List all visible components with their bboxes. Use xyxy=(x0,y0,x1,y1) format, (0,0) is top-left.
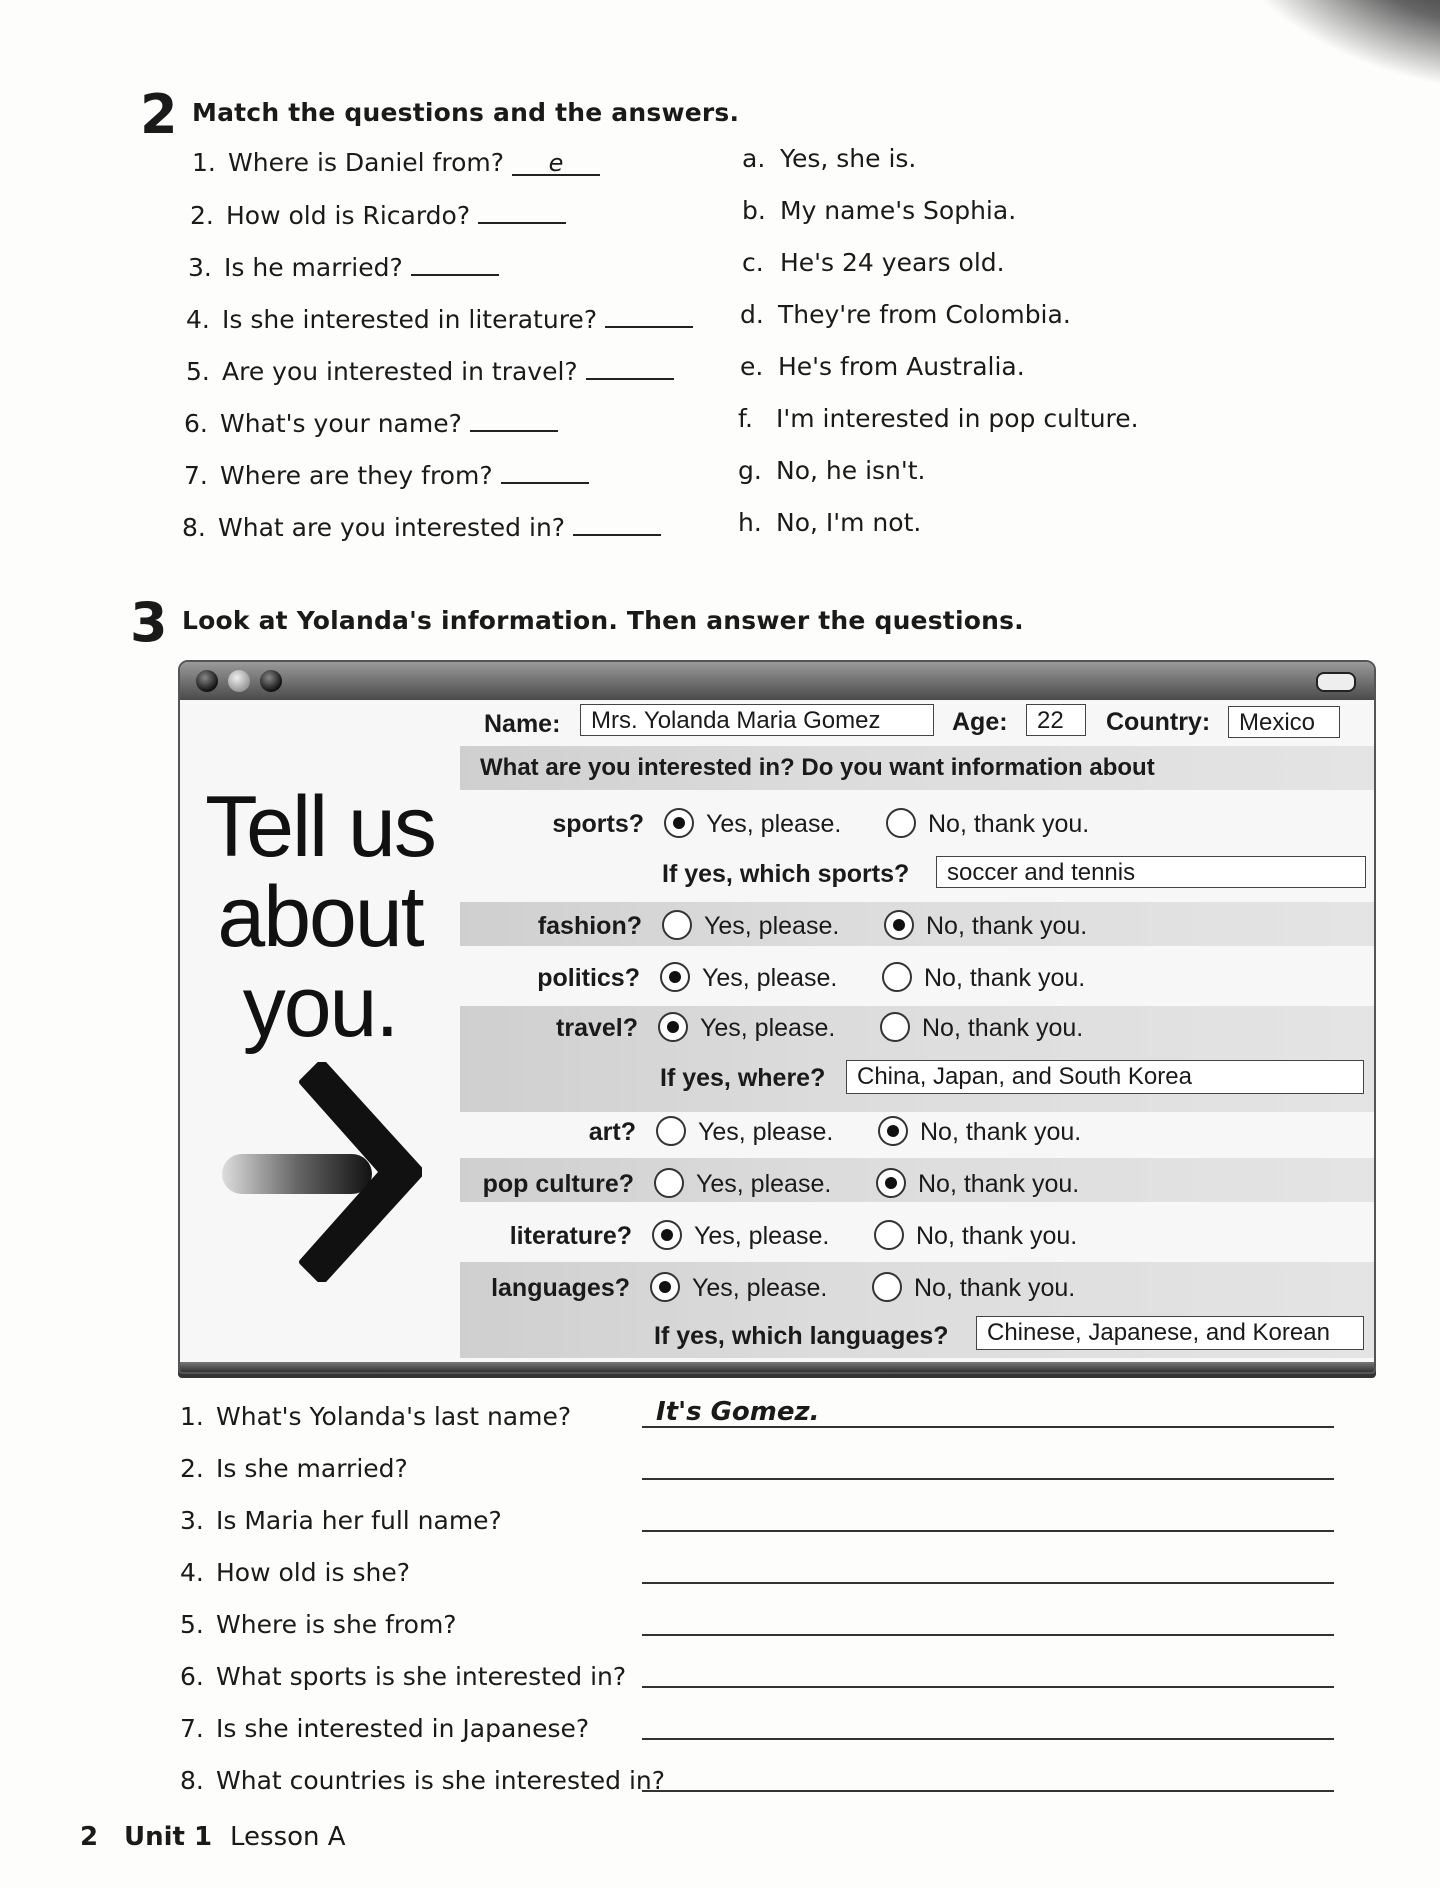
topic-label: politics? xyxy=(537,964,640,992)
age-field[interactable]: 22 xyxy=(1026,704,1086,736)
comprehension-question: 8. What countries is she interested in? xyxy=(180,1766,666,1795)
answer-blank[interactable] xyxy=(586,356,674,380)
sports-no-radio[interactable] xyxy=(886,808,916,838)
topic-label: travel? xyxy=(556,1014,638,1042)
comprehension-question: 7. Is she interested in Japanese? xyxy=(180,1714,590,1743)
match-question: 4. Is she interested in literature? xyxy=(186,304,693,334)
interest-heading: What are you interested in? Do you want information about xyxy=(480,754,1155,781)
sports-field[interactable]: soccer and tennis xyxy=(936,856,1366,888)
sports-yes-radio[interactable] xyxy=(664,808,694,838)
exercise-3-title: Look at Yolanda's information. Then answer the questions. xyxy=(182,606,1024,635)
comprehension-question: 4. How old is she? xyxy=(180,1558,410,1587)
yes-label: Yes, please. xyxy=(706,810,842,838)
answer-line[interactable] xyxy=(642,1502,1334,1532)
no-label: No, thank you. xyxy=(922,1014,1084,1042)
travel-yes-radio[interactable] xyxy=(658,1012,688,1042)
answer-blank[interactable]: e xyxy=(512,152,600,176)
tell-us-heading: Tell us about you. xyxy=(205,779,435,1055)
sports-question-label: If yes, which sports? xyxy=(662,860,910,888)
languages-field[interactable]: Chinese, Japanese, and Korean xyxy=(976,1316,1364,1350)
window-bottombar xyxy=(180,1362,1374,1372)
comprehension-question: 5. Where is she from? xyxy=(180,1610,457,1639)
no-label: No, thank you. xyxy=(928,810,1090,838)
fashion-no-radio[interactable] xyxy=(884,910,914,940)
answer-blank[interactable] xyxy=(573,512,661,536)
toolbar-toggle-icon[interactable] xyxy=(1316,672,1356,692)
arrow-right-icon xyxy=(222,1062,422,1282)
answer-line[interactable] xyxy=(642,1710,1334,1740)
yes-label: Yes, please. xyxy=(702,964,838,992)
match-question: 7. Where are they from? xyxy=(184,460,589,490)
name-label: Name: xyxy=(484,710,561,738)
no-label: No, thank you. xyxy=(916,1222,1078,1250)
art-no-radio[interactable] xyxy=(878,1116,908,1146)
match-answer: g. No, he isn't. xyxy=(738,456,926,485)
zoom-dot-icon[interactable] xyxy=(260,670,282,692)
politics-no-radio[interactable] xyxy=(882,962,912,992)
answer-line[interactable] xyxy=(642,1450,1334,1480)
yes-label: Yes, please. xyxy=(694,1222,830,1250)
match-answer: e. He's from Australia. xyxy=(740,352,1025,381)
yes-label: Yes, please. xyxy=(692,1274,828,1302)
pop-culture-yes-radio[interactable] xyxy=(654,1168,684,1198)
languages-yes-radio[interactable] xyxy=(650,1272,680,1302)
fashion-yes-radio[interactable] xyxy=(662,910,692,940)
no-label: No, thank you. xyxy=(918,1170,1080,1198)
languages-question-label: If yes, which languages? xyxy=(654,1322,949,1350)
exercise-2-title: Match the questions and the answers. xyxy=(192,98,740,127)
literature-yes-radio[interactable] xyxy=(652,1220,682,1250)
window-titlebar xyxy=(180,662,1374,700)
match-answer: c. He's 24 years old. xyxy=(742,248,1005,277)
answer-line[interactable] xyxy=(642,1762,1334,1792)
topic-label: sports? xyxy=(552,810,644,838)
topic-label: languages? xyxy=(491,1274,630,1302)
answer-line[interactable] xyxy=(642,1606,1334,1636)
match-question: 1. Where is Daniel from? e xyxy=(192,148,600,177)
minimize-dot-icon[interactable] xyxy=(228,670,250,692)
politics-yes-radio[interactable] xyxy=(660,962,690,992)
topic-label: literature? xyxy=(509,1222,632,1250)
answer-line[interactable] xyxy=(642,1658,1334,1688)
answer-blank[interactable] xyxy=(411,252,499,276)
country-label: Country: xyxy=(1106,708,1211,736)
answer-blank[interactable] xyxy=(501,460,589,484)
match-answer: f. I'm interested in pop culture. xyxy=(738,404,1139,433)
pop-culture-no-radio[interactable] xyxy=(876,1168,906,1198)
travel-question-label: If yes, where? xyxy=(660,1064,826,1092)
match-question: 3. Is he married? xyxy=(188,252,499,282)
topic-label: fashion? xyxy=(537,912,642,940)
comprehension-question: 3. Is Maria her full name? xyxy=(180,1506,502,1535)
art-yes-radio[interactable] xyxy=(656,1116,686,1146)
name-field[interactable]: Mrs. Yolanda Maria Gomez xyxy=(580,704,934,736)
literature-no-radio[interactable] xyxy=(874,1220,904,1250)
no-label: No, thank you. xyxy=(914,1274,1076,1302)
answer-line[interactable] xyxy=(642,1554,1334,1584)
languages-no-radio[interactable] xyxy=(872,1272,902,1302)
browser-window xyxy=(178,660,1376,1374)
country-field[interactable]: Mexico xyxy=(1228,706,1340,738)
match-question: 5. Are you interested in travel? xyxy=(186,356,674,386)
unit-label: Unit 1 xyxy=(124,1822,213,1852)
yes-label: Yes, please. xyxy=(704,912,840,940)
lesson-label: Lesson A xyxy=(230,1822,346,1852)
yes-label: Yes, please. xyxy=(696,1170,832,1198)
topic-label: pop culture? xyxy=(482,1170,634,1198)
no-label: No, thank you. xyxy=(920,1118,1082,1146)
match-question: 8. What are you interested in? xyxy=(182,512,661,542)
comprehension-question: 1. What's Yolanda's last name? xyxy=(180,1402,572,1431)
match-answer: h. No, I'm not. xyxy=(738,508,922,537)
exercise-3-number: 3 xyxy=(130,591,168,654)
travel-no-radio[interactable] xyxy=(880,1012,910,1042)
yes-label: Yes, please. xyxy=(698,1118,834,1146)
no-label: No, thank you. xyxy=(926,912,1088,940)
travel-field[interactable]: China, Japan, and South Korea xyxy=(846,1060,1364,1094)
match-answer: d. They're from Colombia. xyxy=(740,300,1071,329)
answer-blank[interactable] xyxy=(478,200,566,224)
no-label: No, thank you. xyxy=(924,964,1086,992)
comprehension-question: 2. Is she married? xyxy=(180,1454,408,1483)
page-number: 2 xyxy=(80,1822,99,1852)
match-question: 2. How old is Ricardo? xyxy=(190,200,566,230)
exercise-2-number: 2 xyxy=(140,83,178,146)
close-dot-icon[interactable] xyxy=(196,670,218,692)
answer-blank[interactable] xyxy=(470,408,558,432)
match-question: 6. What's your name? xyxy=(184,408,558,438)
topic-label: art? xyxy=(588,1118,636,1146)
match-answer: b. My name's Sophia. xyxy=(742,196,1017,225)
yes-label: Yes, please. xyxy=(700,1014,836,1042)
age-label: Age: xyxy=(952,708,1008,736)
comprehension-question: 6. What sports is she interested in? xyxy=(180,1662,627,1691)
answer-blank[interactable] xyxy=(605,304,693,328)
page-corner-shadow xyxy=(1181,0,1440,115)
answer-line[interactable]: It's Gomez. xyxy=(642,1398,1334,1428)
match-answer: a. Yes, she is. xyxy=(742,144,917,173)
